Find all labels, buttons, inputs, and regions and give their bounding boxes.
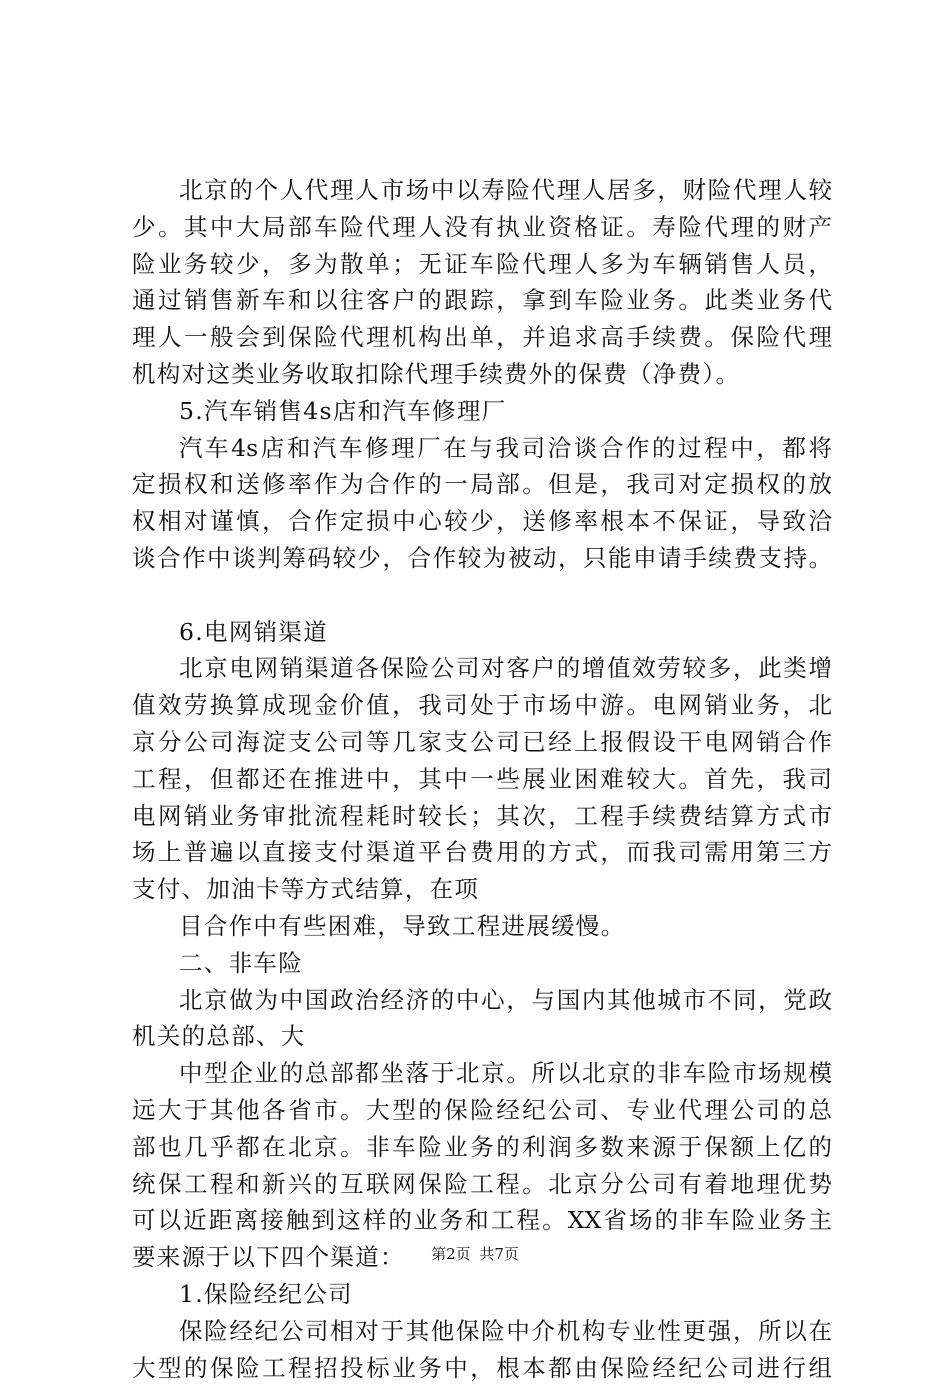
text-line: 6.电网销渠道	[132, 614, 832, 651]
text-line: 北京做为中国政治经济的中心，与国内其他城市不同，党政	[132, 982, 832, 1019]
document-body	[132, 172, 832, 1386]
text-line: 值效劳换算成现金价值，我司处于市场中游。电网销业务，北	[132, 687, 832, 724]
text-line: 谈合作中谈判筹码较少，合作较为被动，只能申请手续费支持。	[132, 540, 832, 577]
text-line: 北京电网销渠道各保险公司对客户的增值效劳较多，此类增	[132, 650, 832, 687]
text-line: 北京的个人代理人市场中以寿险代理人居多，财险代理人较	[132, 172, 832, 209]
text-line: 统保工程和新兴的互联网保险工程。北京分公司有着地理优势	[132, 1166, 832, 1203]
text-line: 权相对谨慎，合作定损中心较少，送修率根本不保证，导致洽	[132, 503, 832, 540]
text-line: 支付、加油卡等方式结算，在项	[132, 871, 832, 908]
text-line: 机构对这类业务收取扣除代理手续费外的保费（净费）。	[132, 356, 832, 393]
blank-line	[132, 577, 832, 614]
text-line: 1.保险经纪公司	[132, 1276, 832, 1313]
text-line: 险业务较少，多为散单；无证车险代理人多为车辆销售人员，	[132, 246, 832, 283]
text-line: 理人一般会到保险代理机构出单，并追求高手续费。保险代理	[132, 319, 832, 356]
text-line: 电网销业务审批流程耗时较长；其次，工程手续费结算方式市	[132, 798, 832, 835]
text-line: 定损权和送修率作为合作的一局部。但是，我司对定损权的放	[132, 466, 832, 503]
page-total: 共7页	[479, 1245, 519, 1263]
text-line: 通过销售新车和以往客户的跟踪，拿到车险业务。此类业务代	[132, 282, 832, 319]
text-line: 二、非车险	[132, 945, 832, 982]
page-number: 第2页	[431, 1245, 471, 1263]
page-footer	[0, 1244, 950, 1264]
text-line: 可以近距离接触到这样的业务和工程。XX省场的非车险业务主	[132, 1202, 832, 1239]
text-line: 要来源于以下四个渠道：	[132, 1239, 832, 1276]
text-line: 5.汽车销售4s店和汽车修理厂	[132, 393, 832, 430]
text-line: 部也几乎都在北京。非车险业务的利润多数来源于保额上亿的	[132, 1129, 832, 1166]
text-line: 目合作中有些困难，导致工程进展缓慢。	[132, 908, 832, 945]
text-line: 京分公司海淀支公司等几家支公司已经上报假设干电网销合作	[132, 724, 832, 761]
text-line: 机关的总部、大	[132, 1018, 832, 1055]
text-line: 工程，但都还在推进中，其中一些展业困难较大。首先，我司	[132, 761, 832, 798]
text-line: 场上普遍以直接支付渠道平台费用的方式，而我司需用第三方	[132, 834, 832, 871]
text-line: 少。其中大局部车险代理人没有执业资格证。寿险代理的财产	[132, 209, 832, 246]
text-line: 远大于其他各省市。大型的保险经纪公司、专业代理公司的总	[132, 1092, 832, 1129]
text-line: 保险经纪公司相对于其他保险中介机构专业性更强，所以在	[132, 1313, 832, 1350]
text-line: 大型的保险工程招投标业务中，根本都由保险经纪公司进行组	[132, 1350, 832, 1386]
text-line: 中型企业的总部都坐落于北京。所以北京的非车险市场规模	[132, 1055, 832, 1092]
text-line: 汽车4s店和汽车修理厂在与我司洽谈合作的过程中，都将	[132, 430, 832, 467]
